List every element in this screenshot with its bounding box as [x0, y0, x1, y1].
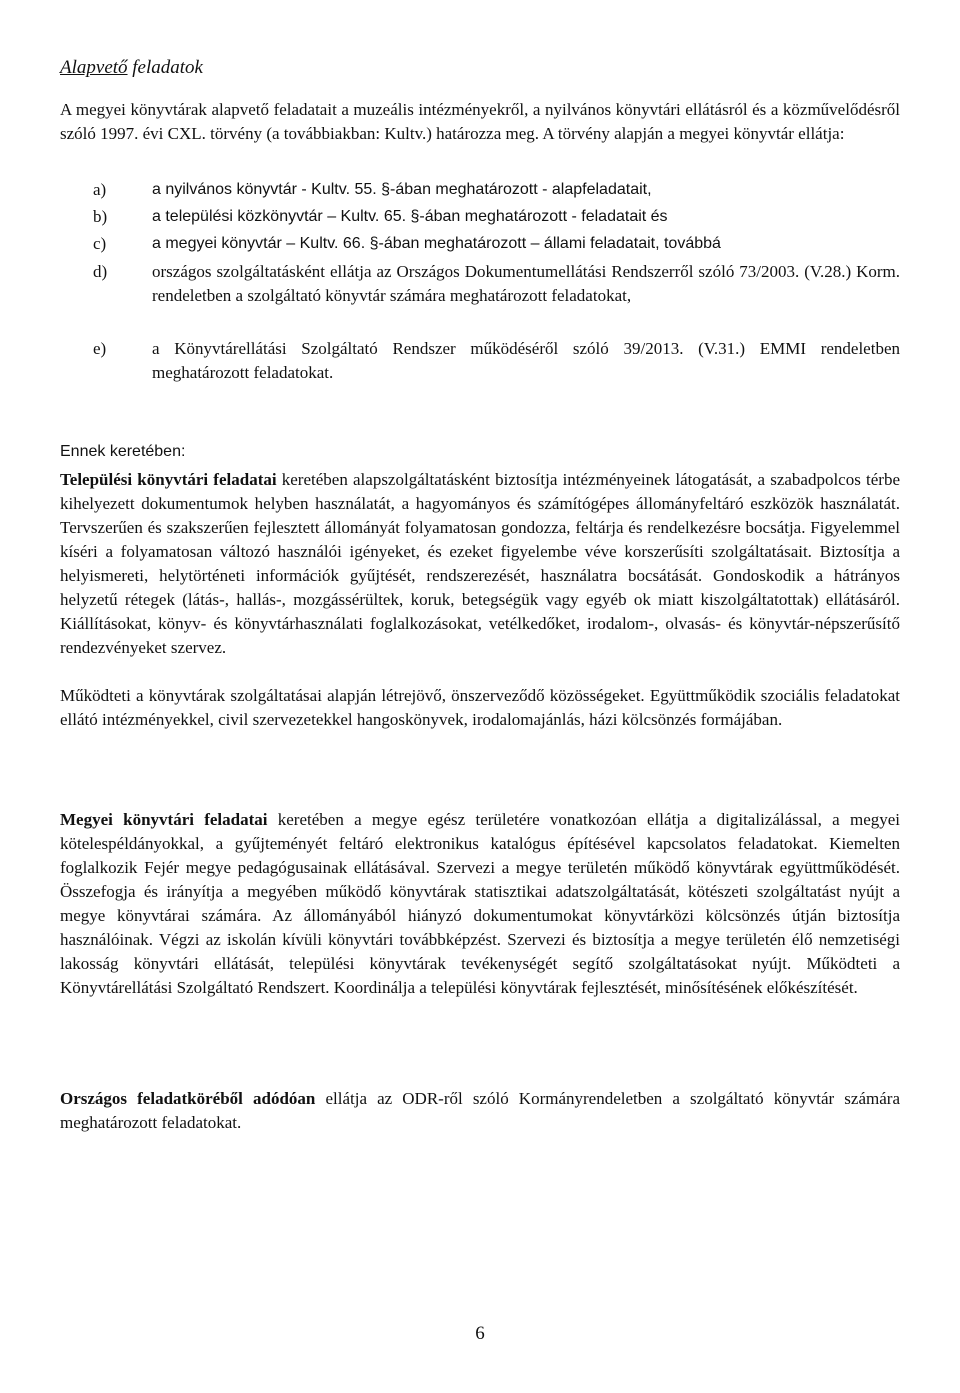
orszagos-paragraph — [60, 1087, 900, 1135]
list-marker: e) — [93, 339, 107, 358]
ennek-label: Ennek keretében: — [60, 443, 186, 460]
list-item-text: a települési közkönyvtár – Kultv. 65. §-ában meghatározott - feladatait és — [152, 208, 668, 225]
list-item-text: országos szolgáltatásként ellátja az Országos Dokumentumellátási Rendszerről szóló 73/2003. (V.28.) Korm. rendeletben a szolgáltató könyvtár számára meghatározott feladatokat, — [152, 262, 900, 305]
megyei-text: keretében a megye egész területére vonatkozóan ellátja a digitalizálással, a megyei kötelespéldányokkal, a gyűjteményét feltáró elektronikus katalógus építésével kapcsolatos feladatokat. Kiemelten foglalkozik Fejér megye pedagógusainak ellátásával. Szervezi a megye területén működő könyvtárak együttműködését. Összefogja és irányítja a megyében működő könyvtárak statisztikai adatszolgáltatását, kötészeti szolgáltatást nyújt a megye könyvtárai számára. Az állományából hiányzó dokumentumokat könyvtárközi kölcsönzés útján biztosítja használóinak. Végzi az iskolán kívüli könyvtári továbbképzést. Szervezi és biztosítja a megye területén élő nemzetiségi lakosság könyvtári ellátását, települési könyvtárak tevékenységét segítő szolgáltatásokat nyújt. Működteti a Könyvtárellátási Szolgáltató Rendszert. Koordinálja a települési könyvtárak fejlesztését, minősítésének előkészítését. — [60, 810, 901, 997]
list-item — [93, 260, 900, 308]
intro-paragraph: A megyei könyvtárak alapvető feladatait a muzeális intézményekről, a nyilvános könyvtári ellátásról és a közművelődésről szóló 1997. évi CXL. törvény (a továbbiakban: Kultv.) határozza meg. A törvény alapján a megyei könyvtár ellátja: — [60, 100, 900, 143]
telepulesi-bold: Települési könyvtári feladatai — [60, 470, 277, 489]
list-marker: b) — [93, 207, 108, 226]
list-item — [93, 178, 900, 202]
list-item-text: a megyei könyvtár – Kultv. 66. §-ában meghatározott – állami feladatait, továbbá — [152, 235, 721, 252]
list-item-text: a Könyvtárellátási Szolgáltató Rendszer működéséről szóló 39/2013. (V.31.) EMMI rendeletben meghatározott feladatokat. — [152, 339, 900, 382]
heading-rest: feladatok — [127, 57, 203, 78]
list-item — [93, 232, 900, 256]
list-marker: a) — [93, 180, 107, 199]
mukodteti-paragraph: Működteti a könyvtárak szolgáltatásai alapján létrejövő, önszerveződő közösségeket. Együttműködik szociális feladatokat ellátó intézményekkel, civil szervezetekkel hangoskönyvek, irodalomajánlás, házi kölcsönzés formájában. — [60, 686, 900, 729]
list-item — [93, 205, 900, 229]
page-number: 6 — [475, 1323, 485, 1344]
orszagos-bold: Országos feladatköréből adódóan — [60, 1089, 316, 1108]
megyei-paragraph — [60, 808, 900, 1000]
telepulesi-paragraph — [60, 468, 900, 660]
megyei-bold: Megyei könyvtári feladatai — [60, 810, 268, 829]
section-heading — [60, 56, 203, 80]
list-item — [93, 337, 900, 385]
list-marker: c) — [93, 234, 107, 253]
list-item-text: a nyilvános könyvtár - Kultv. 55. §-ában meghatározott - alapfeladatait, — [152, 181, 652, 198]
orszagos-text: ellátja az ODR-ről szóló Kormányrendeletben a szolgáltató könyvtár számára meghatározott feladatokat. — [60, 1089, 900, 1132]
list-marker: d) — [93, 262, 108, 281]
telepulesi-text: keretében alapszolgáltatásként biztosítja intézményeinek látogatását, a szabadpolcos térbe kihelyezett dokumentumok helyben használatát, a hagyományos és számítógépes állományfeltáró eszközök használatát. Tervszerűen és szakszerűen fejlesztett állományát folyamatosan gondozza, feltárja és rendelkezésre bocsátja. Figyelemmel kíséri a folyamatosan változó használói igényeket, és ezeket figyelembe véve korszerűsíti szolgáltatásait. Biztosítja a helyismereti, helytörténeti információk gyűjtését, rendszerezését, használatra bocsátását. Gondoskodik a hátrányos helyzetű rétegek (látás-, hallás-, mozgássérültek, koruk, betegségük vagy egyéb ok miatt kiszolgáltatottak) ellátásáról. Kiállításokat, könyv- és könyvtárhasználati foglalkozásokat, vetélkedőket, irodalom-, olvasás- és könyvtár-népszerűsítő rendezvényeket szervez. — [60, 470, 900, 657]
heading-underlined-word: Alapvető — [60, 57, 128, 78]
